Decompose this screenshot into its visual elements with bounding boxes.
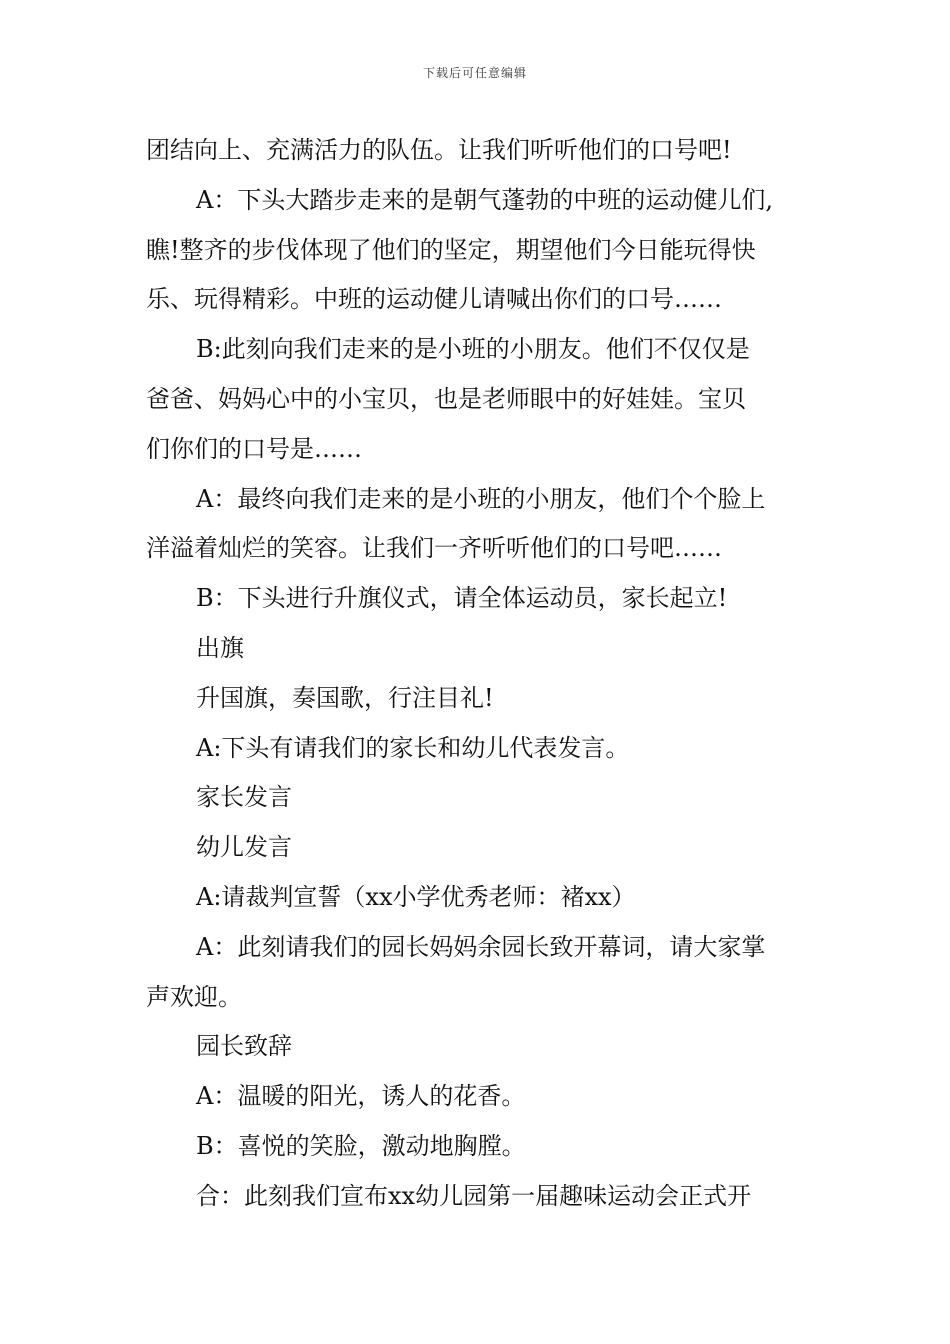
text-line: 出旗 bbox=[196, 633, 244, 662]
text-line: 团结向上、充满活力的队伍。让我们听听他们的口号吧! bbox=[146, 136, 732, 164]
text-line: 家长发言 bbox=[196, 783, 292, 812]
text-line: 爸爸、妈妈心中的小宝贝，也是老师眼中的好娃娃。宝贝 bbox=[146, 384, 746, 413]
text-line: A：最终向我们走来的是小班的小朋友，他们个个脸上 bbox=[196, 484, 766, 513]
text-line: 瞧!整齐的步伐体现了他们的坚定，期望他们今日能玩得快 bbox=[146, 235, 756, 264]
text-line: A：下头大踏步走来的是朝气蓬勃的中班的运动健儿们, bbox=[196, 185, 773, 214]
text-line: A:下头有请我们的家长和幼儿代表发言。 bbox=[196, 733, 630, 762]
text-line: 们你们的口号是…… bbox=[146, 434, 362, 463]
text-line: B：喜悦的笑脸，激动地胸膛。 bbox=[196, 1131, 526, 1160]
text-line: 升国旗，奏国歌，行注目礼! bbox=[196, 683, 494, 712]
text-line: 合：此刻我们宣布xx幼儿园第一届趣味运动会正式开 bbox=[196, 1181, 752, 1210]
text-line: A：此刻请我们的园长妈妈余园长致开幕词，请大家掌 bbox=[196, 932, 766, 961]
document-body bbox=[146, 126, 812, 1222]
text-line: 幼儿发言 bbox=[196, 833, 292, 862]
text-line: 园长致辞 bbox=[196, 1032, 292, 1061]
text-line: B:此刻向我们走来的是小班的小朋友。他们不仅仅是 bbox=[196, 335, 750, 364]
text-line: B：下头进行升旗仪式，请全体运动员，家长起立! bbox=[196, 584, 728, 613]
text-line: A：温暖的阳光，诱人的花香。 bbox=[196, 1082, 526, 1111]
text-line: 洋溢着灿烂的笑容。让我们一齐听听他们的口号吧…… bbox=[146, 534, 722, 563]
text-line: 声欢迎。 bbox=[146, 982, 242, 1011]
text-line: A:请裁判宣誓（xx小学优秀老师：褚xx） bbox=[196, 882, 636, 911]
page-header-note: 下载后可任意编辑 bbox=[422, 66, 527, 80]
text-line: 乐、玩得精彩。中班的运动健儿请喊出你们的口号…… bbox=[146, 285, 722, 314]
